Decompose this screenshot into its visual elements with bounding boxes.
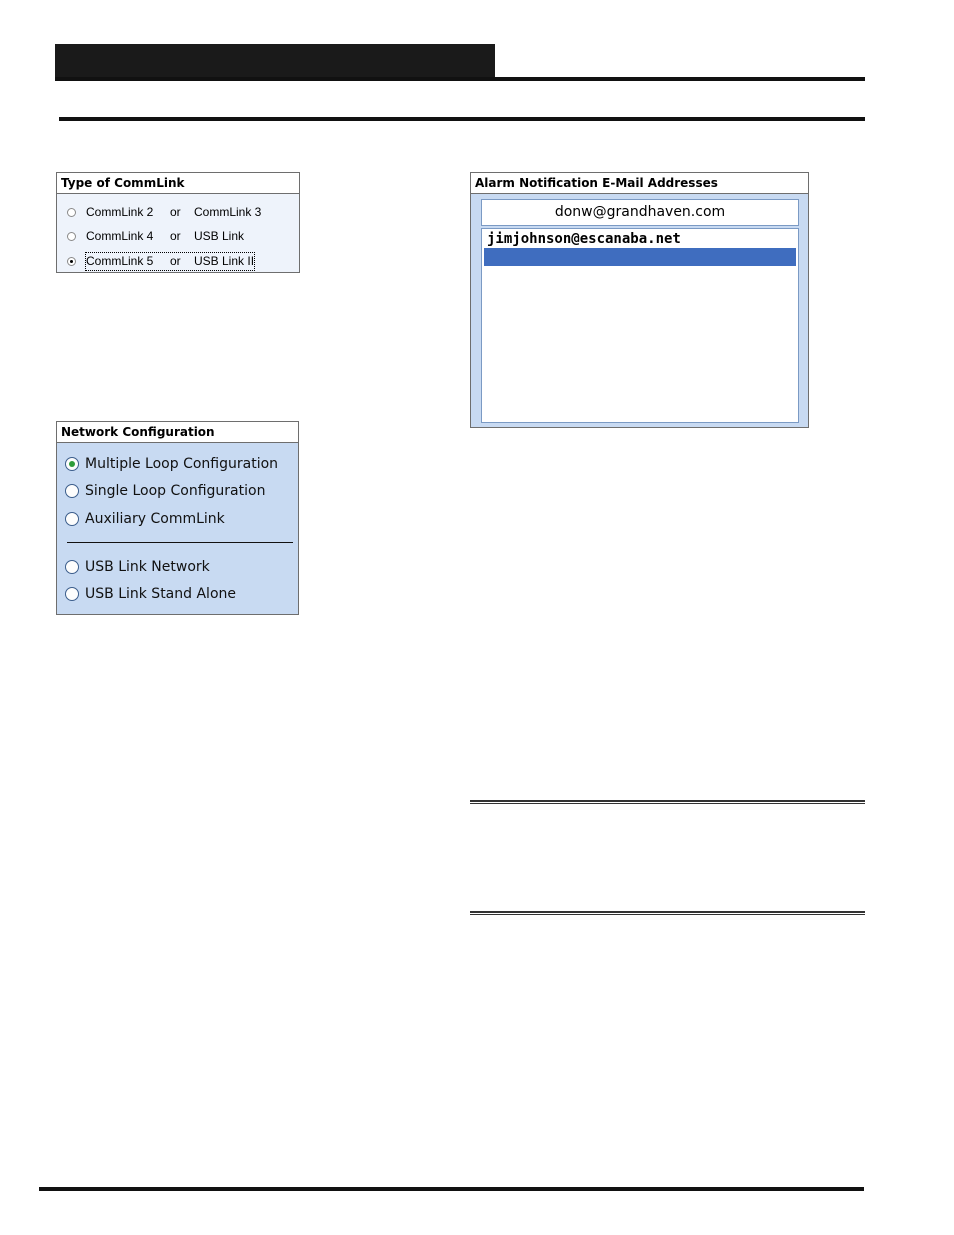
- list-item-selected[interactable]: [484, 248, 796, 266]
- alarm-email-panel: [470, 172, 809, 428]
- option-label: USB Link Network: [85, 559, 210, 575]
- email-address-list[interactable]: [481, 228, 799, 423]
- option-or: or: [170, 254, 181, 268]
- email-input[interactable]: donw@grandhaven.com: [481, 199, 799, 226]
- commlink-panel-title: Type of CommLink: [57, 173, 299, 194]
- header-block: [55, 44, 495, 78]
- footer-rule: [39, 1187, 864, 1191]
- note-rule-top: [470, 800, 865, 804]
- radio-button-icon[interactable]: [65, 587, 79, 601]
- radio-button-icon[interactable]: [65, 560, 79, 574]
- radio-button-checked-icon[interactable]: [67, 257, 76, 266]
- list-item[interactable]: jimjohnson@escanaba.net: [487, 231, 681, 247]
- options-divider: [67, 542, 293, 543]
- alarm-panel-title: Alarm Notification E-Mail Addresses: [471, 173, 808, 194]
- network-panel-title: Network Configuration: [57, 422, 298, 443]
- option-label-a: CommLink 5: [86, 254, 154, 268]
- option-label-b: CommLink 3: [194, 205, 262, 219]
- option-label-b: USB Link II: [194, 254, 255, 268]
- network-configuration-panel: [56, 421, 299, 615]
- radio-button-checked-icon[interactable]: [65, 457, 79, 471]
- note-rule-bottom: [470, 911, 865, 915]
- radio-button-icon[interactable]: [65, 512, 79, 526]
- radio-button-icon[interactable]: [65, 484, 79, 498]
- radio-button-icon[interactable]: [67, 208, 76, 217]
- option-label-a: CommLink 4: [86, 229, 154, 243]
- header-rule: [55, 77, 865, 81]
- option-or: or: [170, 205, 181, 219]
- subheader-rule: [59, 117, 865, 121]
- option-label: Auxiliary CommLink: [85, 511, 225, 527]
- option-label: USB Link Stand Alone: [85, 586, 236, 602]
- radio-button-icon[interactable]: [67, 232, 76, 241]
- option-label-b: USB Link: [194, 229, 245, 243]
- option-label: Single Loop Configuration: [85, 483, 266, 499]
- commlink-type-panel: [56, 172, 300, 273]
- option-or: or: [170, 229, 181, 243]
- option-label-a: CommLink 2: [86, 205, 154, 219]
- option-label: Multiple Loop Configuration: [85, 456, 279, 472]
